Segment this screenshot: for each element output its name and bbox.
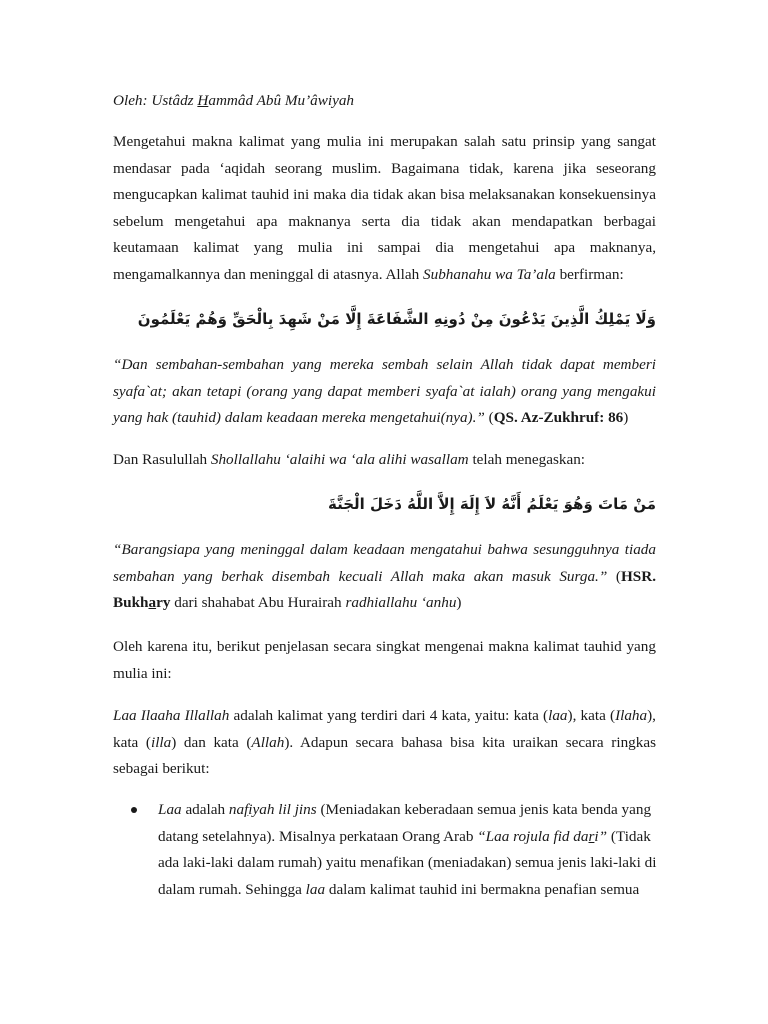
list-text: dalam kalimat tauhid ini bermakna penafian semua: [325, 880, 640, 898]
separator: ) dan kata (: [171, 733, 252, 751]
hadith-intro: [113, 447, 656, 474]
paren-open: (: [484, 409, 494, 426]
definition-list: [113, 797, 656, 903]
author-name: ammâd Abû Mu’âwiyah: [208, 92, 355, 109]
verse-translation: [113, 352, 656, 432]
term-laa: laa: [305, 880, 326, 898]
hadith-reference: HSR. Bukh: [113, 567, 656, 611]
arabic-verse: وَلَا يَمْلِكُ الَّذِينَ يَدْعُونَ مِنْ دُونِهِ الشَّفَاعَةَ إِلَّا مَنْ شَهِدَ بِالْحَقِّ وَهُمْ يَعْلَمُونَ: [137, 310, 656, 328]
list-text: (Tidak: [607, 827, 651, 845]
intro-italic: Subhanahu wa Ta’ala: [423, 265, 556, 283]
word-laa: laa: [548, 707, 568, 724]
nafiyah-text: na: [228, 801, 245, 818]
intro-text: Mengetahui makna kalimat yang mulia ini merupakan salah satu prinsip yang sangat mendasar pada ‘aqidah seorang muslim. Bagaimana tidak, karena jika seseorang mengucapkan kalimat tauhid ini maka dia tidak akan bisa melaksanakan konsekuensinya sebelum mengetahui apa maknanya serta dia tidak akan mendapatkan berbagai keutamaan kalimat yang mulia ini sampai dia mengetahui apa maknanya, mengamalkannya dan meninggal di atasnya. Allah: [113, 133, 656, 283]
word-illa: illa: [150, 733, 172, 751]
nafiyah-text-end: iyah lil jins: [248, 801, 317, 818]
list-item-line: [158, 824, 656, 851]
author-prefix: Oleh: Ustâdz: [113, 92, 198, 109]
quran-reference: QS. Az-Zukhruf: 86: [493, 409, 624, 426]
nafiyah-underlined: f: [244, 801, 249, 818]
word-ilaha: Ilaha: [615, 707, 648, 724]
salawat-text: Shollallahu ‘alaihi wa ‘ala alihi wasallam: [210, 451, 469, 468]
arab-saying-end: i”: [594, 827, 608, 845]
arab-saying: “Laa rojula fid da: [477, 827, 589, 845]
definition-paragraph: [113, 703, 656, 783]
paren-open: (: [607, 567, 621, 585]
hadith-intro-prefix: Dan Rasulullah: [113, 451, 211, 468]
list-text: (Meniadakan keberadaan semua jenis kata benda yang: [316, 801, 652, 818]
narrator-text: dari shahabat Abu Hurairah: [170, 594, 346, 611]
hadith-translation: [113, 537, 656, 617]
list-text: dalam rumah. Sehingga: [158, 880, 306, 898]
hadith-intro-tail: telah menegaskan:: [468, 451, 586, 468]
laa-ilaaha-illallah: Laa Ilaaha Illallah: [113, 707, 230, 724]
separator: ), kata (: [113, 707, 656, 751]
hadith-reference-end: ry: [156, 594, 171, 611]
list-text: datang setelahnya). Misalnya perkataan Orang Arab: [158, 827, 478, 845]
radhiallahu-text: radhiallahu ‘anhu: [345, 594, 457, 611]
intro-paragraph: [113, 129, 656, 288]
word-allah: Allah: [251, 733, 285, 751]
paren-close: ): [623, 409, 629, 426]
translation-text: “Dan sembahan-sembahan yang mereka sembah selain Allah tidak dapat memberi syafa`at; akan tetapi (orang yang dapat memberi syafa`at ialah) orang yang mengakui yang hak (tauhid) dalam keadaan mereka mengetahui(nya).”: [113, 356, 656, 426]
author-initial: H: [197, 92, 209, 109]
author-line: [113, 88, 656, 115]
intro-tail: berfirman:: [555, 265, 624, 283]
list-item-line: [158, 877, 656, 904]
paren-close: ): [456, 594, 462, 611]
term-laa: Laa: [158, 801, 182, 818]
explanation-intro: Oleh karena itu, berikut penjelasan secara singkat mengenai makna kalimat tauhid yang mulia ini:: [113, 638, 656, 682]
list-item-line: ada laki-laki dalam rumah) yaitu menafikan (meniadakan) semua jenis laki-laki di: [158, 854, 657, 871]
hadith-reference-underlined: a: [148, 594, 157, 611]
definition-text-end: ). Adapun secara bahasa bisa kita uraikan secara ringkas sebagai berikut:: [113, 733, 656, 777]
arab-saying-underlined: r: [588, 827, 595, 845]
list-text: adalah: [181, 801, 229, 818]
separator: ), kata (: [567, 707, 616, 724]
arabic-hadith: مَنْ مَاتَ وَهُوَ يَعْلَمُ أَنَّهُ لاَ إِلَهَ إِلاَّ اللَّهُ دَخَلَ الْجَنَّةَ: [327, 495, 656, 513]
hadith-translation-text: “Barangsiapa yang meninggal dalam keadaan mengatahui bahwa sesungguhnya tiada sembahan yang berhak disembah kecuali Allah maka akan masuk Surga.”: [113, 541, 656, 585]
list-item-line: [158, 797, 656, 824]
definition-text: adalah kalimat yang terdiri dari 4 kata, yaitu: kata (: [229, 707, 549, 724]
bullet-icon: [131, 807, 137, 813]
list-item: [113, 797, 656, 903]
